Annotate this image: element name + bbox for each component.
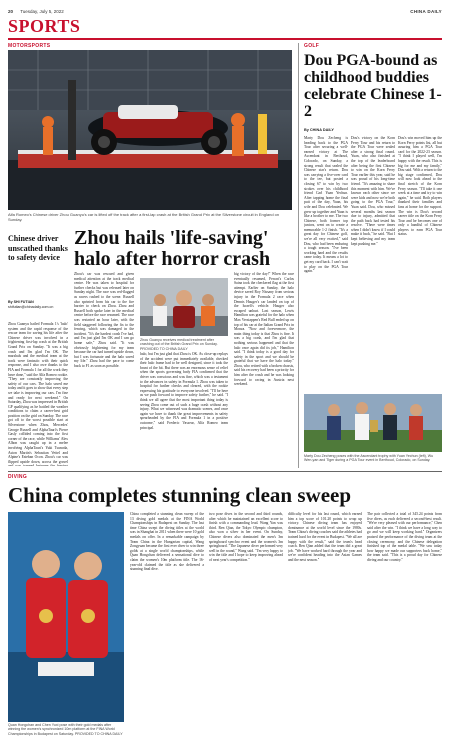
- golf-label: GOLF: [304, 43, 320, 49]
- page-meta: [8, 9, 70, 14]
- golf-headline: Dou PGA-bound as childhood buddies celebrate Chinese 1-2: [304, 52, 442, 120]
- masthead: CHINA DAILY: [410, 8, 442, 14]
- golf-byline: By CHINA DAILY: [304, 128, 334, 132]
- page-date: Tuesday, July 5, 2022: [20, 8, 64, 14]
- f1-photo-caption: Alfa Romeo's Chinese driver Zhou Guanyu's car is lifted off the track after a first-lap crash at the British Grand Prix at the Silverstone circuit in England on Sunday.: [8, 212, 280, 222]
- byline-email: shifutian@chinadaily.com.cn: [8, 304, 54, 309]
- diving-column-1: China completed a stunning clean sweep of the 13 diving gold medals at the FINA World Championships in Budapest on Sunday. The last time China swept the diving titles at the world was in Shanghai in 2011 when there were 10 gold medals on offer. In a remarkable campaign by Team China in the Hungarian capital, Wang Zongyuan became the first ever diver to win three golds at a single world championships, while Quan Hongchan delivered a sensational dive to claim the women's 10m platform title. The 16-year-old claimed the title as she delivered a stunning final dive.: [130, 512, 204, 572]
- diving-column-4: The pair collected a total of 345.24 points from five dives, as each delivered a second-best result. "We're very pleased with our performance," Chen said after the win. "I think we have a long way to go and we will keep working hard." Organizers praised the performance of the diving team at the closing ceremony, and the Chinese delegation finished top of the medal table. "We saw today how happy we made our supporters back home," the team said. "This is a proud day for Chinese diving and our country.": [367, 512, 442, 562]
- diving-label: DIVING: [8, 474, 28, 480]
- motorsports-deck: Chinese driver unscathed thanks to safety device: [8, 234, 68, 262]
- diving-medal-photo: [8, 512, 124, 722]
- byline-name: By SHI FUTIAN: [8, 300, 34, 304]
- diving-column-3: difficulty level for his last round, which earned him a top score of 101.20 points to wrap up victory. Chinese diving team has enjoyed dominance at the world level since the 1980s. Team China's diving coaches said the athletes had trained hard for the event in Budapest. "We all are happy with the result," said the team's head coach. Ren Qian added that the team did a great job. "We have worked hard through the year and we're confident heading into the Asian Games and the next season.": [288, 512, 362, 562]
- motorsports-headline: Zhou hails 'life-saving' halo after horror crash: [74, 227, 271, 270]
- diving-headline: China completes stunning clean sweep: [8, 483, 352, 507]
- diving-rule: [8, 471, 442, 472]
- zhou-treatment-caption: Zhou Guanyu receives medical treatment after crashing out of the British Grand Prix on Sunday. PROVIDED TO CHINA DAILY: [140, 338, 218, 351]
- motorsports-column-3: halo, but I'm just glad that Zhou is OK. As close-up replays of the accident were put immediately available, checked their halo frame had to be well designed, since it took the brunt of the hit. But there was an enormous sense of relief when the sports governing body FIA confirmed that the driver was conscious and was fine, which was a testament to the advances in safety in Formula 1. Zhou was taken to hospital for further checks and cleared, with the rookie expressing his gratitude to everyone involved. "I'll be here as we push forward to improve safety further," he said. "I think we all agree that the most important thing today is seeing Zhou come out of such a huge crash without any injury. What we witnessed was dramatic scenes, and once again we have to thank the great improvements in safety spearheaded by the FIA and Formula 1 in a positive outcome," said Frederic Vasseur, Alfa Romeo team principal.: [140, 352, 228, 430]
- f1-crash-photo: [8, 50, 292, 210]
- page-header: [8, 6, 442, 16]
- golf-column-2: Dou's victory on the Korn Ferry Tour and his return to the PGA Tour were sealed after a strong final round. Yuan, who also finished at the top of the leaderboard after being the first Chinese to win on the Korn Ferry Tour earlier this year, said he was proud of his long-time friend. "It's amazing to share this moment with him. We've known each other since we were kids and now we're both going to the PGA Tour," Yuan said. Dou, who missed several months last season due to injury, admitted that the path back had tested his resolve. "There were times when I didn't know if I could make it back," he said. "But I kept believing and my team kept pushing me.": [351, 136, 395, 246]
- golf-trophy-photo: [304, 394, 442, 452]
- motorsports-byline: [8, 300, 68, 309]
- golf-column-1: Marty Dou Zecheng is heading back to the PGA Tour after securing a well-earned victory at The Ascendant in Berthoud, Colorado, on Sunday, a strong result that sealed the Chinese star's return. Dou was carrying a five-over card to the tee, but posted a closing 67 to win by two strokes over his childhood friend Carl Yuan Yechun. After tapping home the final putt of the day, Yuan, his wife and Dou celebrated. We grew up together and Yuan is like a brother to me. The two Chinese, both former top juniors, went on to create a memorable 1-2 finish. "It's a great day for Chinese golf, we're all very excited," said Dou, who had been enduring a tough season. "I've been working hard and the results came today. It means a lot to get my card back. I can't wait to play on the PGA Tour again.": [304, 136, 348, 274]
- motorsports-column-4: big victory of the day!" When the race eventually resumed, Ferrari's Carlos Sainz took the checkered flag at the first attempt. Earlier on Sunday, the halo device saved Roy Nissany from serious injury in the Formula 2 race when Dennis Hauger's car landed on top of the Israeli's vehicle. Hauger also escaped unhurt. Last season, Lewis Hamilton was grateful for the halo when Max Verstappen's Red Bull ended up on top of his car at the Italian Grand Prix in Monza. "Now and forevermore, the main thing today is that Zhou is fine. It was a big crash, and I'm glad that nothing serious happened and that the halo once again did its job," Hamilton said. "I think today is a good day for safety in the sport and we should be grateful that we have the halo today." Zhou, who retired with a broken chassis, said his recovery had been a priority for him after the crash and he was looking forward to racing in Austria next weekend.: [234, 272, 294, 387]
- zhou-treatment-photo: [140, 278, 228, 336]
- golf-photo-caption: Marty Dou Zecheng poses with the Ascendant trophy with Yuan Yechun (left), Wu Wen-yan and Tiger during a PGA Tour event in Berthoud, Colorado, on Sunday.: [304, 454, 434, 463]
- motorsports-column-2: Zhou's car was rescued and given medical attention at the track medical centre. He was taken to hospital for further checks but was released later on Sunday night. The race was red-flagged as racers rushed to the scene. Russell also sprinted from his car to the fire barrier to check on Zhou. Zhou and Russell both spoke later in the medical centre before the race resumed. The race was restarted an hour later, with the field staggered following the fix to the fencing, which was damaged in the incident. "It's the hardest crash I've had, and I'm just glad I'm OK and I can go home safe," Zhou said. "It was obviously frightening for my team because the car had turned upside down, but I was fortunate and the halo saved my life." Zhou had the pace to come back to F1 as soon as possible.: [74, 272, 134, 368]
- section-rule: [8, 38, 442, 40]
- motorsports-column-1: Zhou Guanyu hailed Formula 1's 'halo' system and the rapid response of the rescue team for saving his life after the Chinese driver was involved in a frightening first-lap crash at the British Grand Prix on Sunday. "It was a big crash and I'm glad I'm OK. The marshals and the medical team at the track were fantastic with their quick response, and I also owe thanks to the FIA and Formula 1 for all the work they have done," said the Alfa Romeo rookie. "They are constantly improving the safety of our cars. The halo saved me today and it goes to show that every step we take is improving our cars. I'm fine and ready for next weekend." On Saturday, Zhou was impressed in British GP qualifying as he battled the weather conditions to claim a career-best grid position on the grid on Sunday. The race got off to the worst possible start at Silverstone when Zhou, Mercedes' George Russell and AlphaTauri's Pierre Gasly collided coming into the first corner of the race, while Williams' Alex Albon was caught up in a melee involving AlphaTauri's Yuki Tsunoda, Aston Martin's Sebastian Vettel and Alpine's Esteban Ocon. Zhou's car was flipped upside down, across the gravel: [8, 322, 68, 464]
- page-number: 20: [8, 8, 14, 14]
- diving-photo-caption: Quan Hongchan and Chen Yuxi pose with their gold medals after winning the women's synchronized 10m platform at the FINA World Championships in Budapest on Saturday. PROVIDED TO CHINA DAILY: [8, 723, 123, 736]
- motorsports-label: MOTORSPORTS: [8, 43, 51, 49]
- golf-column-3: Dou's win moved him up the Korn Ferry points list, all but assuring him a PGA Tour card for the 2022-23 season. "I think I played well, I'm happy with the result. This is big for me and my family," Dou said. With a return to the big stage confirmed, Dou will now look ahead to the final stretch of the Korn Ferry season. "I'll take it one week at a time and try to win again," he said. Both players thanked their families and fans at home for the support. The win is Dou's second career title on the Korn Ferry Tour and he becomes one of only a handful of Chinese players to earn PGA Tour status.: [398, 136, 442, 237]
- section-title: SPORTS: [8, 16, 81, 36]
- diving-column-2: two pose dives in the second and third rounds, after which he maintained an excellent score to finish with a commanding lead. Wang Yan was third. Ren Qian, the Tokyo Olympic champion, also won a silver in her event. On Sunday, Chinese divers also dominated the men's 3m springboard synchro event and the women's 3m springboard. "The Japanese diver performed very well in the round," Wang said. "I'm very happy to win the title and I hope to keep improving ahead of next year's competition.": [209, 512, 283, 562]
- column-divider: [298, 43, 299, 468]
